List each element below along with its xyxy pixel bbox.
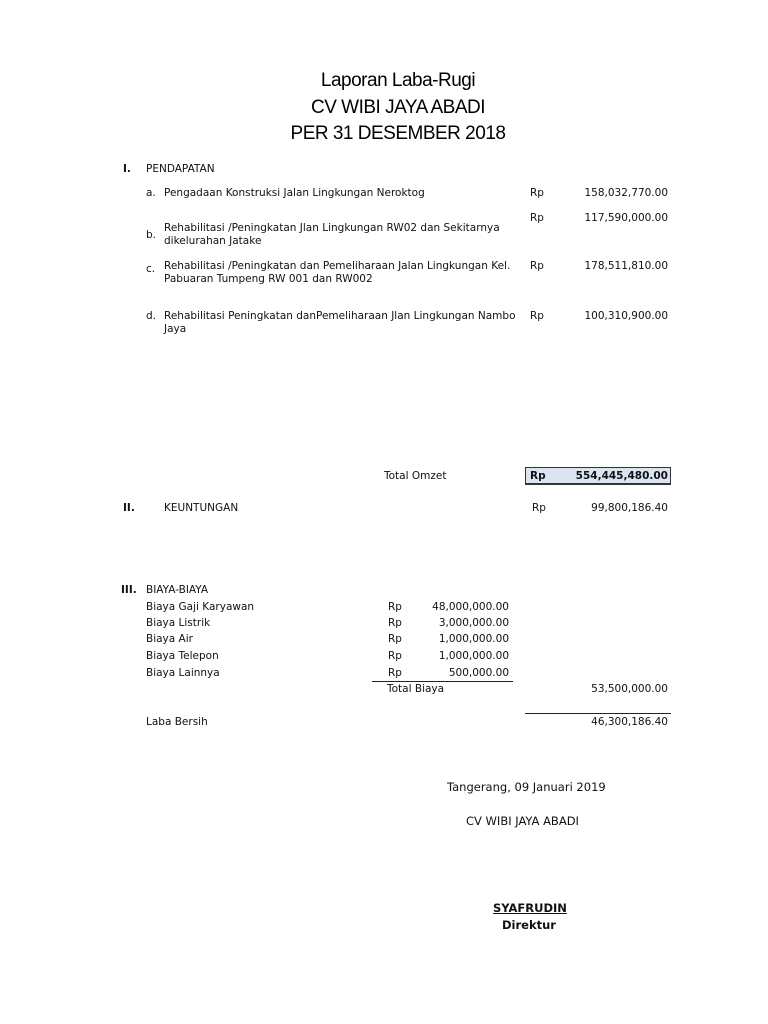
item-description: Rehabilitasi /Peningkatan dan Pemeliharaan Jalan Lingkungan Kel. Pabuaran Tumpeng RW 001 dan RW002: [164, 260, 511, 285]
item-letter: b.: [146, 229, 157, 241]
signature-company: CV WIBI JAYA ABADI: [466, 814, 579, 828]
place-date: Tangerang, 09 Januari 2019: [447, 780, 606, 794]
section-label-pendapatan: PENDAPATAN: [146, 163, 215, 175]
period-title: PER 31 DESEMBER 2018: [290, 123, 506, 144]
company-title: CV WIBI JAYA ABADI: [310, 97, 485, 118]
item-letter: d.: [146, 310, 157, 322]
expense-name: Biaya Gaji Karyawan: [146, 601, 255, 613]
expense-amount: 1,000,000.00: [438, 633, 509, 645]
section-number-pendapatan: I.: [123, 163, 131, 175]
item-amount: 178,511,810.00: [584, 260, 668, 272]
total-omzet-amount: 554,445,480.00: [575, 470, 668, 482]
section-label-biaya: BIAYA-BIAYA: [146, 584, 209, 596]
expense-name: Biaya Listrik: [146, 617, 211, 629]
report-title: Laporan Laba-Rugi: [320, 70, 476, 91]
signatory-name: SYAFRUDIN: [493, 901, 567, 915]
section-number-biaya: III.: [121, 584, 137, 596]
item-currency: Rp: [530, 187, 544, 199]
item-amount: 158,032,770.00: [584, 187, 668, 199]
item-description: Rehabilitasi Peningkatan danPemeliharaan Jlan Lingkungan Nambo Jaya: [164, 310, 516, 335]
section-number-keuntungan: II.: [123, 502, 135, 514]
item-amount: 100,310,900.00: [584, 310, 668, 322]
item-currency: Rp: [530, 212, 544, 224]
expense-amount: 500,000.00: [448, 667, 509, 679]
section-label-keuntungan: KEUNTUNGAN: [164, 502, 239, 514]
expense-amount: 1,000,000.00: [438, 650, 509, 662]
keuntungan-currency: Rp: [532, 502, 546, 514]
expense-currency: Rp: [388, 617, 402, 629]
total-omzet-label: Total Omzet: [384, 470, 447, 482]
expense-name: Biaya Lainnya: [146, 667, 220, 679]
item-description: Rehabilitasi /Peningkatan Jlan Lingkungan RW02 dan Sekitarnya dikelurahan Jatake: [164, 222, 500, 247]
item-description: Pengadaan Konstruksi Jalan Lingkungan Neroktog: [164, 187, 425, 199]
item-currency: Rp: [530, 310, 544, 322]
expense-name: Biaya Telepon: [146, 650, 219, 662]
item-letter: a.: [146, 187, 156, 199]
expense-amount: 48,000,000.00: [432, 601, 509, 613]
total-biaya-label: Total Biaya: [387, 683, 445, 695]
item-currency: Rp: [530, 260, 544, 272]
total-omzet-currency: Rp: [530, 470, 546, 482]
item-letter: c.: [146, 263, 156, 275]
laba-rule: [525, 713, 671, 714]
laba-bersih-amount: 46,300,186.40: [591, 716, 668, 728]
item-amount: 117,590,000.00: [584, 212, 668, 224]
expense-currency: Rp: [388, 667, 402, 679]
expense-amount: 3,000,000.00: [438, 617, 509, 629]
keuntungan-amount: 99,800,186.40: [591, 502, 668, 514]
signatory-position: Direktur: [502, 918, 556, 932]
expense-currency: Rp: [388, 633, 402, 645]
expense-currency: Rp: [388, 650, 402, 662]
laba-bersih-label: Laba Bersih: [146, 716, 208, 728]
total-biaya-amount: 53,500,000.00: [591, 683, 668, 695]
expense-currency: Rp: [388, 601, 402, 613]
expense-name: Biaya Air: [146, 633, 193, 645]
expense-subtotal-rule: [372, 681, 513, 682]
